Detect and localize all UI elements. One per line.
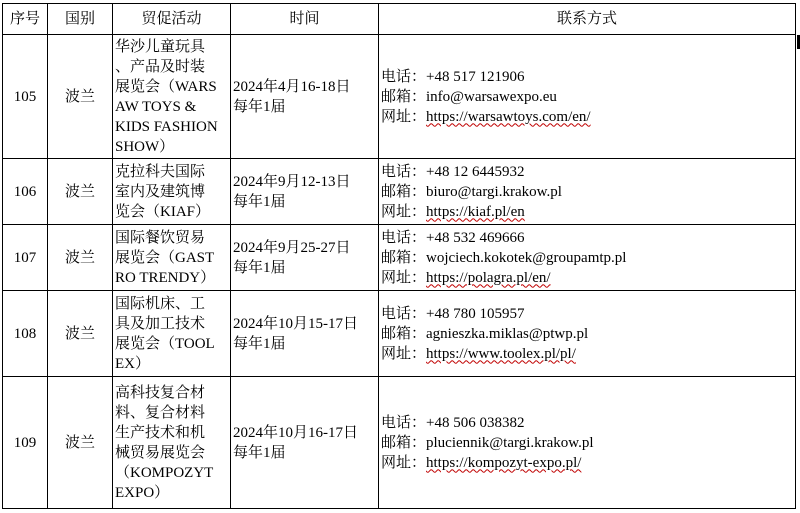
email-link[interactable]: info@warsawexpo.eu: [426, 88, 557, 105]
email-line: [381, 248, 793, 268]
email-line: [381, 182, 793, 202]
web-line: [381, 202, 793, 222]
event-line: RO TRENDY）: [115, 269, 216, 286]
phone-line: [381, 228, 793, 248]
row-time: [231, 291, 379, 377]
row-time: [231, 377, 379, 509]
phone-label: 电话：: [381, 229, 427, 246]
trade-fair-table: [2, 3, 796, 509]
phone-line: [381, 162, 793, 182]
web-label: 网址：: [381, 269, 427, 286]
phone-label: 电话：: [381, 68, 427, 85]
event-line: 国际餐饮贸易: [115, 229, 206, 246]
email-label: 邮箱：: [381, 183, 427, 200]
row-event: [113, 159, 231, 225]
web-line: [381, 344, 793, 364]
phone-value: +48 12 6445932: [426, 163, 525, 180]
phone-label: 电话：: [381, 305, 427, 322]
event-line: EXPO）: [115, 484, 170, 501]
time-line: 2024年10月16-17日: [233, 424, 358, 441]
web-label: 网址：: [381, 108, 427, 125]
website-link[interactable]: https://www.toolex.pl/pl/: [426, 345, 576, 362]
time-line: 每年1届: [233, 259, 286, 276]
row-country: 波兰: [48, 35, 113, 159]
row-number: 106: [3, 159, 48, 225]
email-link[interactable]: pluciennik@targi.krakow.pl: [426, 434, 594, 451]
email-label: 邮箱：: [381, 88, 427, 105]
row-country: 波兰: [48, 377, 113, 509]
row-number: 105: [3, 35, 48, 159]
header-contact: 联系方式: [379, 4, 796, 35]
event-line: EX）: [115, 355, 150, 372]
email-label: 邮箱：: [381, 434, 427, 451]
phone-value: +48 506 038382: [426, 414, 525, 431]
row-number: 108: [3, 291, 48, 377]
phone-line: [381, 67, 793, 87]
email-line: [381, 324, 793, 344]
phone-line: [381, 304, 793, 324]
time-line: 2024年9月12-13日: [233, 173, 351, 190]
table-row: [3, 159, 796, 225]
header-no: 序号: [3, 4, 48, 35]
web-line: [381, 107, 793, 127]
phone-label: 电话：: [381, 414, 427, 431]
row-event: [113, 291, 231, 377]
time-line: 每年1届: [233, 98, 286, 115]
web-label: 网址：: [381, 454, 427, 471]
row-event: [113, 35, 231, 159]
web-line: [381, 453, 793, 473]
row-event: [113, 225, 231, 291]
table-body: [3, 35, 796, 509]
row-country: 波兰: [48, 225, 113, 291]
event-line: KIDS FASHION: [115, 118, 218, 135]
table-row: [3, 291, 796, 377]
web-label: 网址：: [381, 203, 427, 220]
website-link[interactable]: https://kiaf.pl/en: [426, 203, 525, 220]
website-link[interactable]: https://kompozyt-expo.pl/: [426, 454, 582, 471]
event-line: 展览会（WARS: [115, 78, 217, 95]
row-country: 波兰: [48, 159, 113, 225]
event-line: 华沙儿童玩具: [115, 38, 206, 55]
email-link[interactable]: agnieszka.miklas@ptwp.pl: [426, 325, 589, 342]
event-line: 展览会（TOOL: [115, 335, 215, 352]
event-line: （KOMPOZYT: [115, 464, 214, 481]
time-line: 2024年10月15-17日: [233, 315, 358, 332]
table-row: [3, 377, 796, 509]
row-contact: [379, 35, 796, 159]
table-row: [3, 225, 796, 291]
web-line: [381, 268, 793, 288]
row-contact: [379, 377, 796, 509]
event-line: 料、复合材料: [115, 404, 206, 421]
event-line: 具及加工技术: [115, 315, 206, 332]
row-number: 109: [3, 377, 48, 509]
row-contact: [379, 291, 796, 377]
event-line: 室内及建筑博: [115, 183, 206, 200]
row-time: [231, 225, 379, 291]
time-line: 2024年4月16-18日: [233, 78, 351, 95]
phone-value: +48 517 121906: [426, 68, 525, 85]
row-number: 107: [3, 225, 48, 291]
table-row: [3, 35, 796, 159]
time-line: 每年1届: [233, 335, 286, 352]
event-line: 展览会（GAST: [115, 249, 215, 266]
time-line: 每年1届: [233, 193, 286, 210]
event-line: SHOW）: [115, 138, 175, 155]
row-contact: [379, 225, 796, 291]
row-event: [113, 377, 231, 509]
event-line: 克拉科夫国际: [115, 163, 206, 180]
email-label: 邮箱：: [381, 325, 427, 342]
phone-value: +48 532 469666: [426, 229, 525, 246]
website-link[interactable]: https://warsawtoys.com/en/: [426, 108, 591, 125]
email-line: [381, 87, 793, 107]
row-contact: [379, 159, 796, 225]
phone-label: 电话：: [381, 163, 427, 180]
header-event: 贸促活动: [113, 4, 231, 35]
time-line: 每年1届: [233, 444, 286, 461]
event-line: 械贸易展览会: [115, 444, 206, 461]
event-line: 、产品及时装: [115, 58, 206, 75]
row-country: 波兰: [48, 291, 113, 377]
time-line: 2024年9月25-27日: [233, 239, 351, 256]
event-line: 高科技复合材: [115, 384, 206, 401]
web-label: 网址：: [381, 345, 427, 362]
email-link[interactable]: biuro@targi.krakow.pl: [426, 183, 562, 200]
website-link[interactable]: https://polagra.pl/en/: [426, 269, 551, 286]
row-time: [231, 159, 379, 225]
email-link[interactable]: wojciech.kokotek@groupamtp.pl: [426, 249, 627, 266]
event-line: 国际机床、工: [115, 295, 206, 312]
event-line: 生产技术和机: [115, 424, 206, 441]
table-header-row: [3, 4, 796, 35]
header-country: 国别: [48, 4, 113, 35]
email-line: [381, 433, 793, 453]
event-line: 览会（KIAF）: [115, 203, 211, 220]
phone-line: [381, 413, 793, 433]
event-line: AW TOYS &: [115, 98, 197, 115]
email-label: 邮箱：: [381, 249, 427, 266]
header-time: 时间: [231, 4, 379, 35]
row-time: [231, 35, 379, 159]
phone-value: +48 780 105957: [426, 305, 525, 322]
